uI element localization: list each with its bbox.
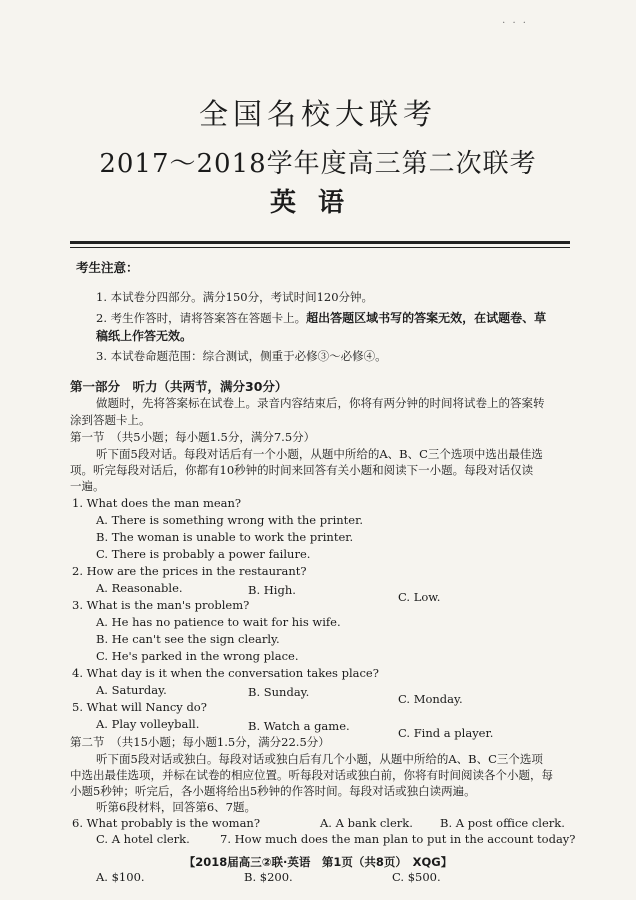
section2-instruction-line3: 小题5秒钟；听完后，各小题将给出5秒钟的作答时间。每段对话或独白读两遍。: [70, 784, 476, 798]
question-1-option-b: B. The woman is unable to work the printer.: [96, 530, 354, 544]
question-1-option-c: C. There is probably a power failure.: [96, 547, 311, 561]
part1-heading: 第一部分 听力（共两节，满分30分）: [70, 379, 288, 394]
question-7-option-a: A. $100.: [96, 870, 145, 884]
section1-instruction-line1: 听下面5段对话。每段对话后有一个小题，从题中所给的A、B、C三个选项中选出最佳选: [96, 447, 543, 461]
section1-heading: 第一节 （共5小题；每小题1.5分，满分7.5分）: [70, 430, 316, 444]
question-6-option-a: A. A bank clerk.: [320, 816, 413, 830]
notice-heading: 考生注意：: [76, 260, 139, 275]
question-3-stem: 3. What is the man's problem?: [72, 598, 250, 612]
question-5-option-c: C. Find a player.: [398, 726, 494, 740]
part1-instruction-line1: 做题时，先将答案标在试卷上。录音内容结束后，你将有两分钟的时间将试卷上的答案转: [96, 396, 545, 410]
notice-item-2-plain: 2. 考生作答时，请将答案答在答题卡上。: [96, 311, 307, 325]
section1-instruction-line2: 项。听完每段对话后，你都有10秒钟的时间来回答有关小题和阅读下一小题。每段对话仅读: [70, 463, 534, 477]
question-5-option-a: A. Play volleyball.: [96, 717, 200, 731]
question-3-option-c: C. He's parked in the wrong place.: [96, 649, 299, 663]
notice-item-2-continued: 稿纸上作答无效。: [96, 329, 193, 343]
section2-instruction-line2: 中选出最佳选项，并标在试卷的相应位置。听每段对话或独白前，你将有时间阅读各个小题，每: [70, 768, 553, 782]
notice-item-3: 3. 本试卷命题范围：综合测试，侧重于必修③～必修④。: [96, 349, 387, 363]
notice-item-2-bold: 超出答题区域书写的答案无效，在试题卷、草: [306, 311, 547, 325]
question-4-option-c: C. Monday.: [398, 692, 463, 706]
question-3-option-a: A. He has no patience to wait for his wife.: [96, 615, 341, 629]
section1-instruction-line3: 一遍。: [70, 479, 105, 493]
page-footer: [0, 854, 636, 870]
notice-item-1: 1. 本试卷分四部分。满分150分，考试时间120分钟。: [96, 290, 374, 304]
question-7-option-c: C. $500.: [392, 870, 441, 884]
header-rule-thick: [70, 241, 570, 244]
section2-heading: 第二节 （共15小题；每小题1.5分，满分22.5分）: [70, 735, 330, 749]
question-5-stem: 5. What will Nancy do?: [72, 700, 207, 714]
question-5-option-b: B. Watch a game.: [248, 719, 350, 733]
question-7-stem: 7. How much does the man plan to put in the account today?: [220, 832, 576, 846]
question-6-option-c: C. A hotel clerk.: [96, 832, 190, 846]
header-rule-thin: [70, 247, 570, 248]
question-2-option-c: C. Low.: [398, 590, 441, 604]
question-3-option-b: B. He can't see the sign clearly.: [96, 632, 280, 646]
section2-instruction-line4: 听第6段材料，回答第6、7题。: [96, 800, 256, 814]
section2-instruction-line1: 听下面5段对话或独白。每段对话或独白后有几个小题，从题中所给的A、B、C三个选项: [96, 752, 543, 766]
footer-text: 【2018届高三②联·英语 第1页（共8页） XQG】: [183, 855, 453, 869]
exam-title-line1: 全国名校大联考: [198, 97, 437, 131]
question-2-option-b: B. High.: [248, 583, 296, 597]
question-1-option-a: A. There is something wrong with the printer.: [96, 513, 363, 527]
question-4-option-b: B. Sunday.: [248, 685, 310, 699]
question-2-option-a: A. Reasonable.: [96, 581, 183, 595]
question-7-option-b: B. $200.: [244, 870, 293, 884]
corner-mark: · · ·: [502, 18, 528, 29]
question-2-stem: 2. How are the prices in the restaurant?: [72, 564, 307, 578]
question-6-stem: 6. What probably is the woman?: [72, 816, 261, 830]
question-4-option-a: A. Saturday.: [96, 683, 167, 697]
exam-title-line2: 2017～2018学年度高三第二次联考: [99, 149, 537, 179]
part1-instruction-line2: 涂到答题卡上。: [70, 413, 151, 427]
exam-subject: 英语: [269, 188, 366, 218]
question-6-option-b: B. A post office clerk.: [440, 816, 565, 830]
question-4-stem: 4. What day is it when the conversation takes place?: [72, 666, 379, 680]
question-1-stem: 1. What does the man mean?: [72, 496, 242, 510]
notice-item-2: [96, 309, 546, 326]
